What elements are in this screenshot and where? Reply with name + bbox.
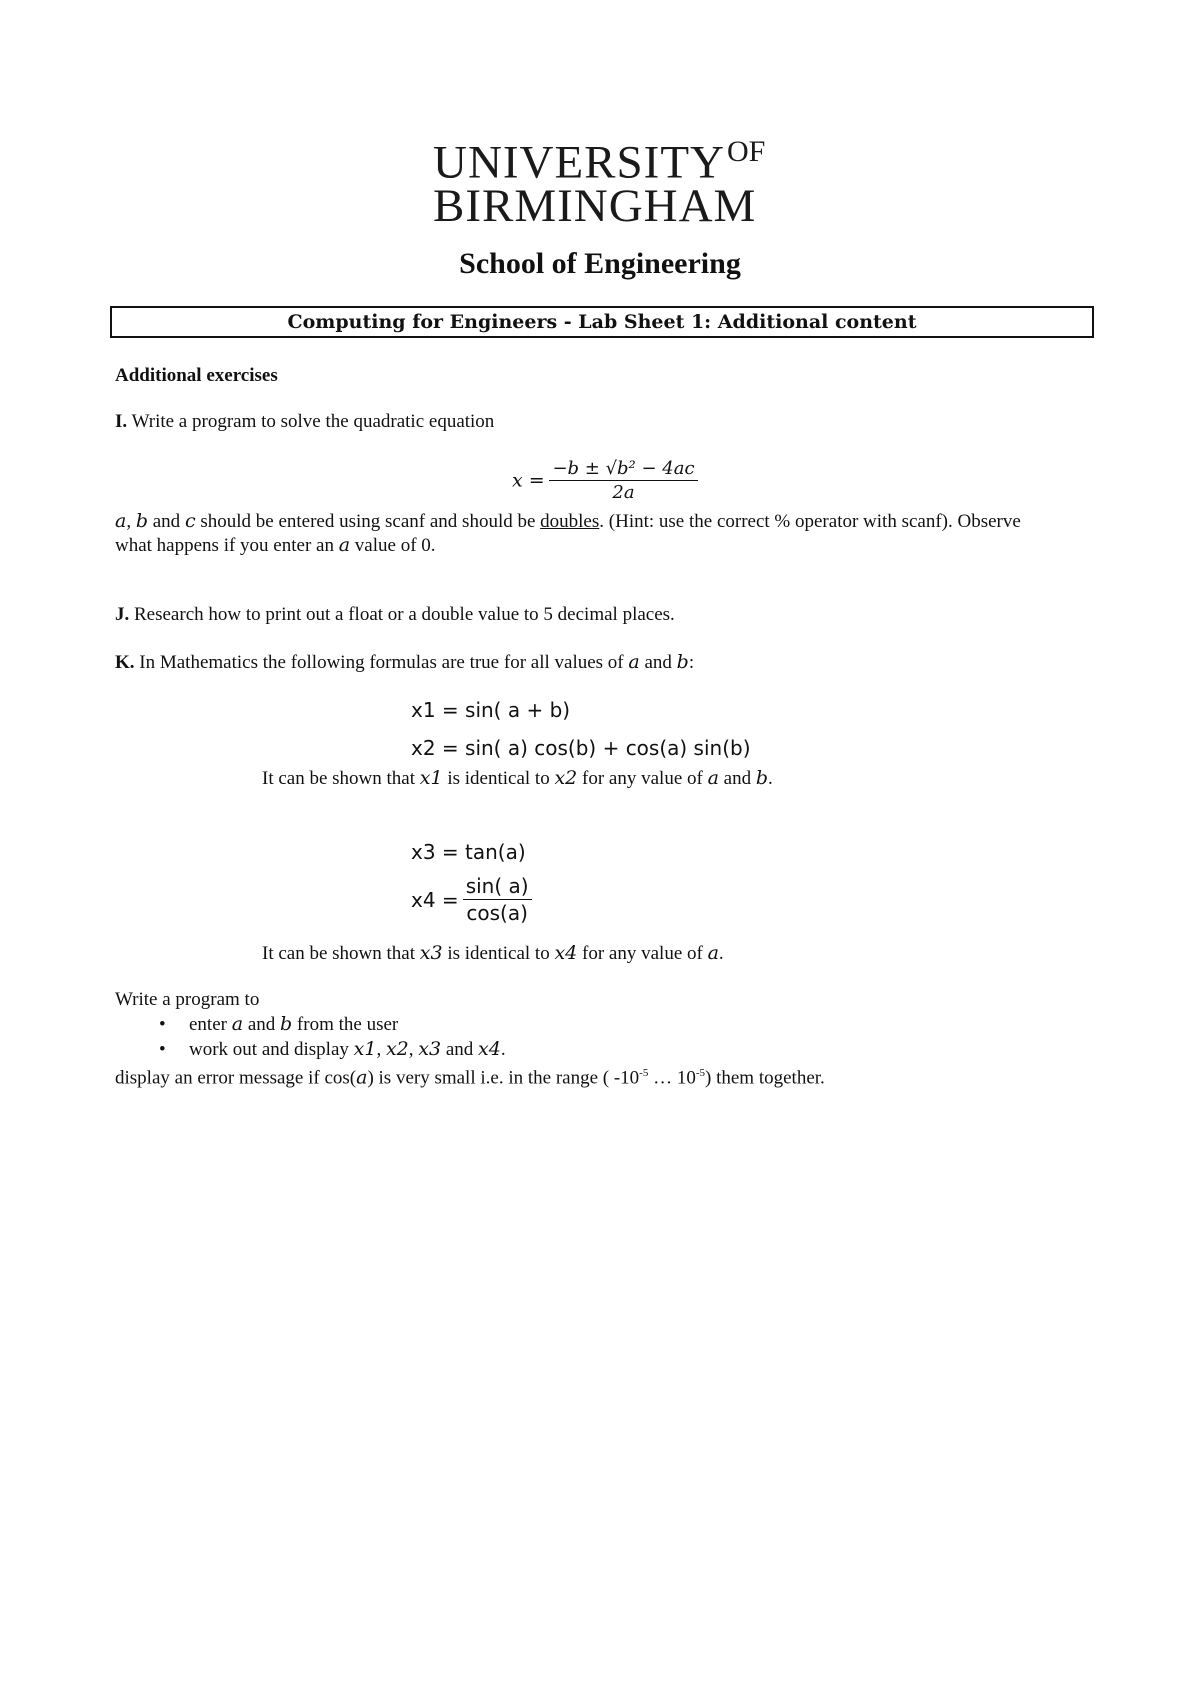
para-text: value of 0. [350, 535, 436, 556]
var-a: a [707, 767, 719, 789]
exercise-j-text: Research how to print out a float or a double value to 5 decimal places. [129, 604, 675, 625]
var-b: b [676, 651, 689, 673]
exercise-i-para-2 [115, 533, 436, 558]
var-a: a [231, 1013, 244, 1035]
note-text: is identical to [442, 943, 555, 964]
para-text: what happens if you enter an [115, 535, 339, 556]
note-text: for any value of [577, 943, 708, 964]
program-final [115, 1061, 825, 1090]
note-text: . [768, 768, 773, 789]
bullet-text: and [441, 1039, 479, 1060]
var-x1: x1 [353, 1038, 377, 1060]
program-bullets [115, 1012, 1015, 1062]
bullet-text: , [376, 1039, 386, 1060]
note-text: is identical to [442, 768, 555, 789]
eq4-denominator: cos(a) [466, 901, 528, 925]
var-a: a [356, 1066, 368, 1089]
exercise-i-text: Write a program to solve the quadratic equation [127, 411, 495, 432]
section-heading: Additional exercises [115, 365, 278, 386]
var-x2: x2 [554, 767, 578, 789]
final-text: ) them together. [705, 1067, 825, 1089]
var-c: c [184, 510, 196, 532]
eq4-lhs: x4 = [411, 887, 459, 912]
note-text: for any value of [577, 768, 708, 789]
bullet-text: work out and display [189, 1039, 354, 1060]
var-x1: x1 [419, 767, 443, 789]
sheet-title: Computing for Engineers - Lab Sheet 1: Additional content [110, 306, 1094, 338]
eq4-fraction [463, 874, 532, 925]
exercise-i-label: I. [115, 411, 128, 432]
bullet-text: from the user [292, 1014, 399, 1035]
bullet-item [115, 1012, 1015, 1037]
para-text: : [688, 652, 695, 673]
equation-x1: x1 = sin( a + b) [411, 698, 571, 722]
equation-x2: x2 = sin( a) cos(b) + cos(a) sin(b) [411, 736, 751, 760]
formula-denominator: 2a [612, 482, 635, 503]
equation-x3: x3 = tan(a) [411, 840, 526, 864]
logo-line2: BIRMINGHAM [433, 180, 757, 232]
note-text: and [718, 768, 756, 789]
exponent: -5 [639, 1067, 649, 1079]
exercise-k-label: K. [115, 652, 135, 673]
var-x2: x2 [385, 1038, 409, 1060]
para-text: and [148, 511, 185, 532]
bullet-text: . [500, 1039, 506, 1060]
exercise-j-label: J. [115, 604, 130, 625]
doubles-underlined: doubles [540, 511, 600, 532]
note-text: . [718, 943, 724, 964]
note-1 [262, 766, 773, 791]
para-text: should be entered using scanf and should be [195, 511, 541, 532]
note-2 [262, 941, 724, 966]
equation-x4 [411, 874, 532, 925]
var-x4: x4 [478, 1038, 501, 1060]
formula-fraction [549, 458, 697, 503]
formula-numerator: −b ± √b² − 4ac [549, 458, 697, 481]
final-text: ) is very small i.e. in the range ( -10 [367, 1067, 640, 1089]
var-x4: x4 [554, 942, 578, 964]
exercise-i-para-1: a, b and c should be entered using scanf and should be doubles. (Hint: use the correct % operator with scanf). Observe [115, 510, 1021, 532]
var-a: a [707, 942, 719, 964]
var-b: b [135, 510, 148, 532]
bullet-text: enter [189, 1014, 232, 1035]
var-a: a [115, 510, 127, 532]
eq4-numerator: sin( a) [463, 874, 532, 900]
var-x3: x3 [418, 1038, 442, 1060]
final-text: … 10 [648, 1067, 696, 1089]
exercise-i [115, 410, 494, 434]
final-text: display an error message if cos( [115, 1067, 357, 1089]
para-text: . (Hint: use the correct % operator with scanf). Observe [599, 511, 1021, 532]
note-text: It can be shown that [262, 943, 420, 964]
var-a: a [628, 651, 640, 673]
exercise-k [115, 650, 694, 675]
para-text: In Mathematics the following formulas are true for all values of [134, 652, 629, 673]
university-logo-line2 [433, 180, 757, 232]
program-intro: Write a program to [115, 989, 260, 1010]
para-text: and [639, 652, 677, 673]
var-x3: x3 [419, 942, 443, 964]
formula-lhs: x = [512, 469, 545, 492]
var-a: a [338, 534, 351, 556]
logo-line1: UNIVERSITY [433, 136, 725, 189]
quadratic-formula [512, 458, 698, 503]
bullet-text: , [408, 1039, 419, 1060]
exponent: -5 [695, 1067, 706, 1079]
var-b: b [280, 1013, 293, 1035]
logo-of: OF [726, 135, 766, 168]
bullet-text: and [243, 1014, 280, 1035]
school-name: School of Engineering [459, 247, 741, 280]
bullet-item [115, 1037, 1015, 1062]
var-b: b [755, 767, 769, 789]
exercise-j [115, 603, 675, 627]
note-text: It can be shown that [262, 768, 420, 789]
